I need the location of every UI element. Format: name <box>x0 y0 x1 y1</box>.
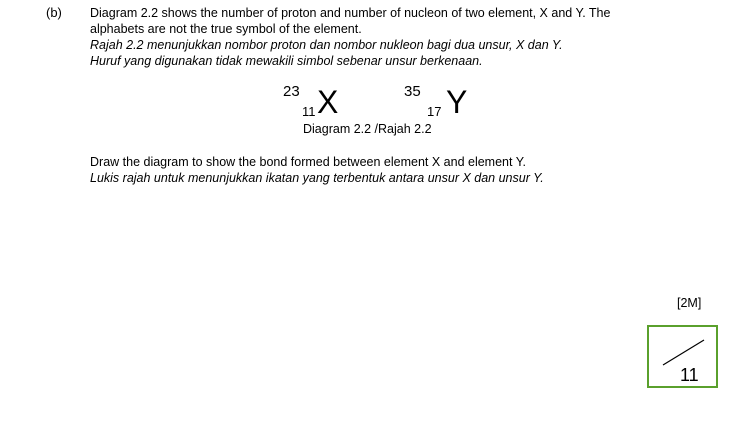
question-text-en-line1: Diagram 2.2 shows the number of proton and number of nucleon of two element, X and Y. The <box>90 6 611 20</box>
task-text-en: Draw the diagram to show the bond formed between element X and element Y. <box>90 155 526 169</box>
task-text-ms: Lukis rajah untuk menunjukkan ikatan yang terbentuk antara unsur X dan unsur Y. <box>90 171 544 185</box>
question-text-ms-line1: Rajah 2.2 menunjukkan nombor proton dan nombor nukleon bagi dua unsur, X dan Y. <box>90 38 563 52</box>
question-text-ms-line2: Huruf yang digunakan tidak mewakili simbol sebenar unsur berkenaan. <box>90 54 483 68</box>
diagram-caption: Diagram 2.2 /Rajah 2.2 <box>303 122 432 136</box>
nucleon-number-x: 23 <box>283 83 300 100</box>
score-total: 11 <box>680 365 699 385</box>
question-label: (b) <box>46 5 62 20</box>
proton-number-x: 11 <box>302 104 316 119</box>
score-box <box>647 325 718 388</box>
question-text-en-line2: alphabets are not the true symbol of the element. <box>90 22 362 36</box>
proton-number-y: 17 <box>427 104 442 119</box>
symbol-y: Y <box>446 84 468 120</box>
symbol-x: X <box>317 84 339 120</box>
marks-label: [2M] <box>677 296 702 310</box>
nucleon-number-y: 35 <box>404 83 421 100</box>
